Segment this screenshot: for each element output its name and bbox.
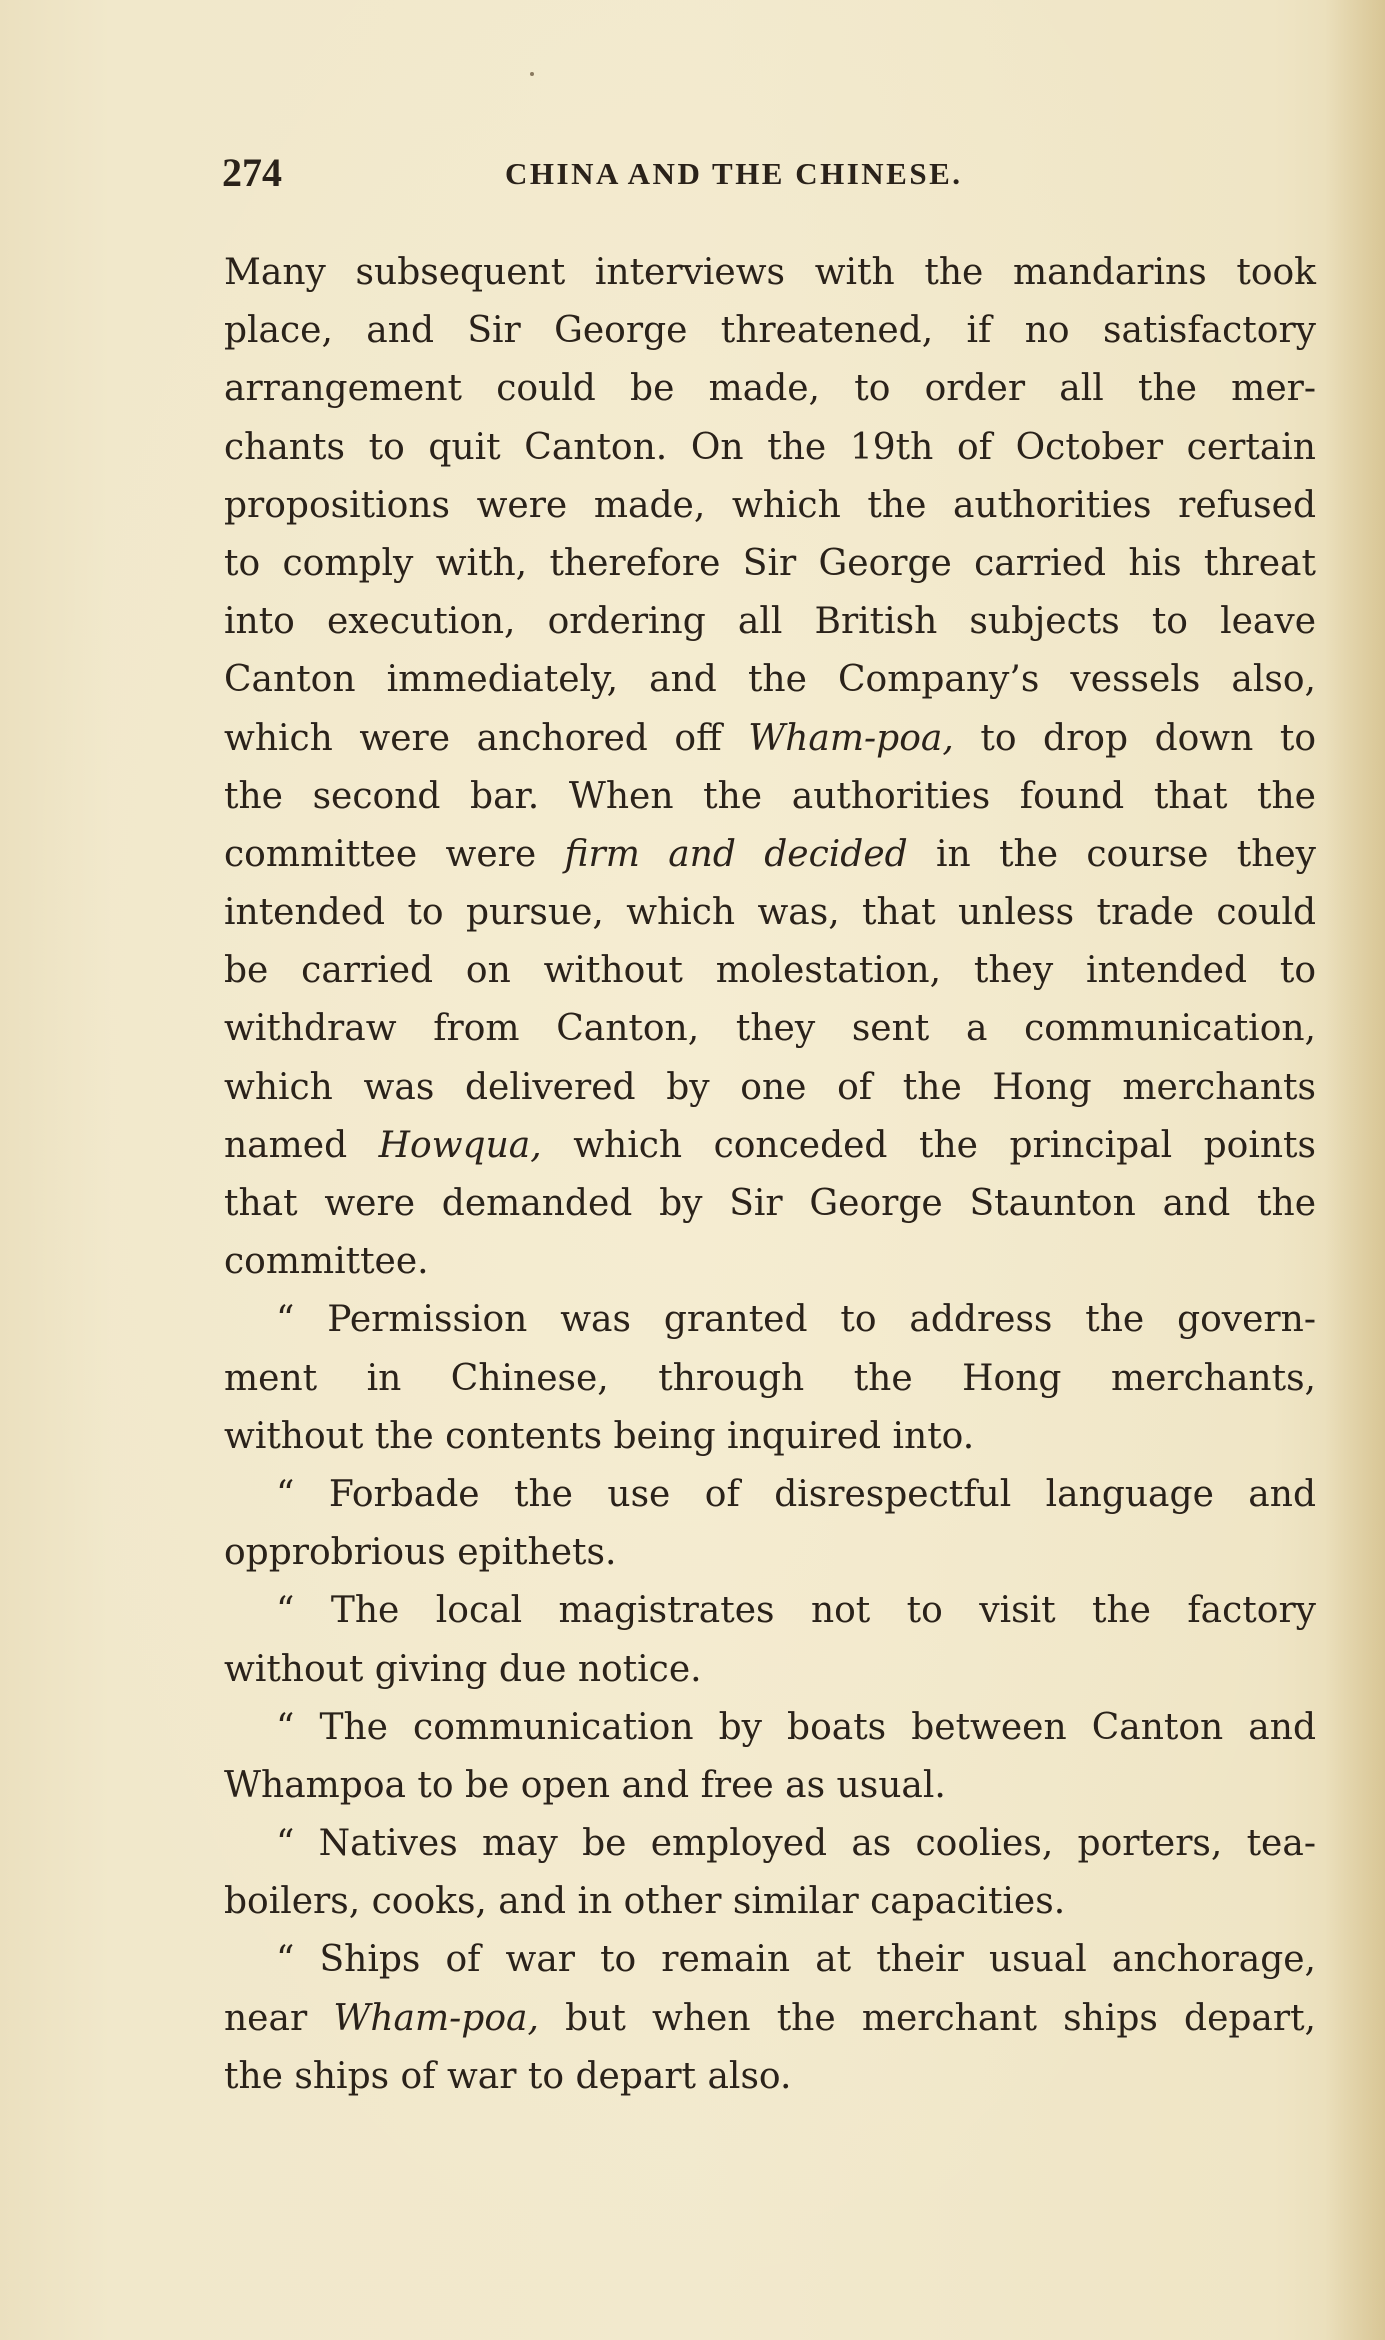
quoted-item-line: “ Ships of war to remain at their usual anchorage, xyxy=(276,1939,1316,1981)
text-segment: committee were xyxy=(224,833,565,875)
italic-place-name: Wham-poa, xyxy=(748,717,954,759)
text-line: into execution, ordering all British subjects to leave xyxy=(224,601,1316,643)
quoted-item-line: without the contents being inquired into. xyxy=(224,1415,975,1457)
quoted-item-line: ment in Chinese, through the Hong merchants, xyxy=(224,1357,1316,1399)
text-line: to comply with, therefore Sir George carried his threat xyxy=(224,542,1316,584)
quoted-item-line: boilers, cooks, and in other similar capacities. xyxy=(224,1881,1066,1923)
text-segment: to drop down to xyxy=(953,717,1317,759)
text-line: be carried on without molestation, they intended to xyxy=(224,950,1316,992)
quoted-item-line: opprobrious epithets. xyxy=(224,1532,617,1574)
text-line: the second bar. When the authorities found that the xyxy=(224,775,1316,817)
text-line xyxy=(224,710,1316,768)
quoted-item-line: “ Permission was granted to address the govern- xyxy=(276,1299,1316,1341)
italic-place-name: Wham-poa, xyxy=(333,1997,539,2039)
page-header xyxy=(222,150,1072,196)
text-line: place, and Sir George threatened, if no satisfactory xyxy=(224,310,1316,352)
quoted-item-line xyxy=(224,1990,1316,2048)
text-line: that were demanded by Sir George Staunton and the xyxy=(224,1183,1316,1224)
body-text xyxy=(224,244,1316,2106)
text-line xyxy=(224,1117,1316,1175)
quoted-item-line: “ The communication by boats between Canton and xyxy=(276,1706,1316,1748)
text-segment: which were anchored off xyxy=(224,717,749,759)
italic-person-name: Howqua, xyxy=(378,1124,542,1166)
quoted-item-line: “ The local magistrates not to visit the factory xyxy=(276,1590,1316,1632)
page-edge-shadow xyxy=(1325,0,1385,2340)
text-segment: but when the merchant ships depart, xyxy=(538,1997,1316,2039)
text-line: chants to quit Canton. On the 19th of October certain xyxy=(224,426,1316,468)
text-line: arrangement could be made, to order all the mer- xyxy=(224,368,1316,410)
quoted-item-line: “ Natives may be employed as coolies, porters, tea- xyxy=(276,1823,1316,1865)
quoted-item-line: Whampoa to be open and free as usual. xyxy=(224,1764,946,1806)
text-segment: near xyxy=(224,1997,334,2039)
italic-emphasis: firm and decided xyxy=(564,833,908,875)
text-line: committee. xyxy=(224,1241,429,1283)
text-segment: which conceded the principal points xyxy=(541,1124,1316,1166)
running-head: CHINA AND THE CHINESE. xyxy=(505,156,963,191)
text-line: intended to pursue, which was, that unless trade could xyxy=(224,892,1316,934)
quoted-item-line: without giving due notice. xyxy=(224,1648,702,1690)
text-line: propositions were made, which the authorities refused xyxy=(224,484,1316,526)
text-line: Canton immediately, and the Company’s vessels also, xyxy=(224,659,1316,701)
quoted-item-line: “ Forbade the use of disrespectful language and xyxy=(276,1473,1316,1515)
text-line xyxy=(224,826,1316,884)
text-segment: named xyxy=(224,1124,379,1166)
paper-speck xyxy=(530,72,534,76)
text-segment: in the course they xyxy=(907,833,1317,875)
page-number: 274 xyxy=(222,150,282,195)
text-line: withdraw from Canton, they sent a communication, xyxy=(224,1008,1316,1050)
text-line: which was delivered by one of the Hong merchants xyxy=(224,1066,1316,1108)
quoted-item-line: the ships of war to depart also. xyxy=(224,2055,792,2097)
text-line: Many subsequent interviews with the mandarins took xyxy=(224,252,1316,293)
